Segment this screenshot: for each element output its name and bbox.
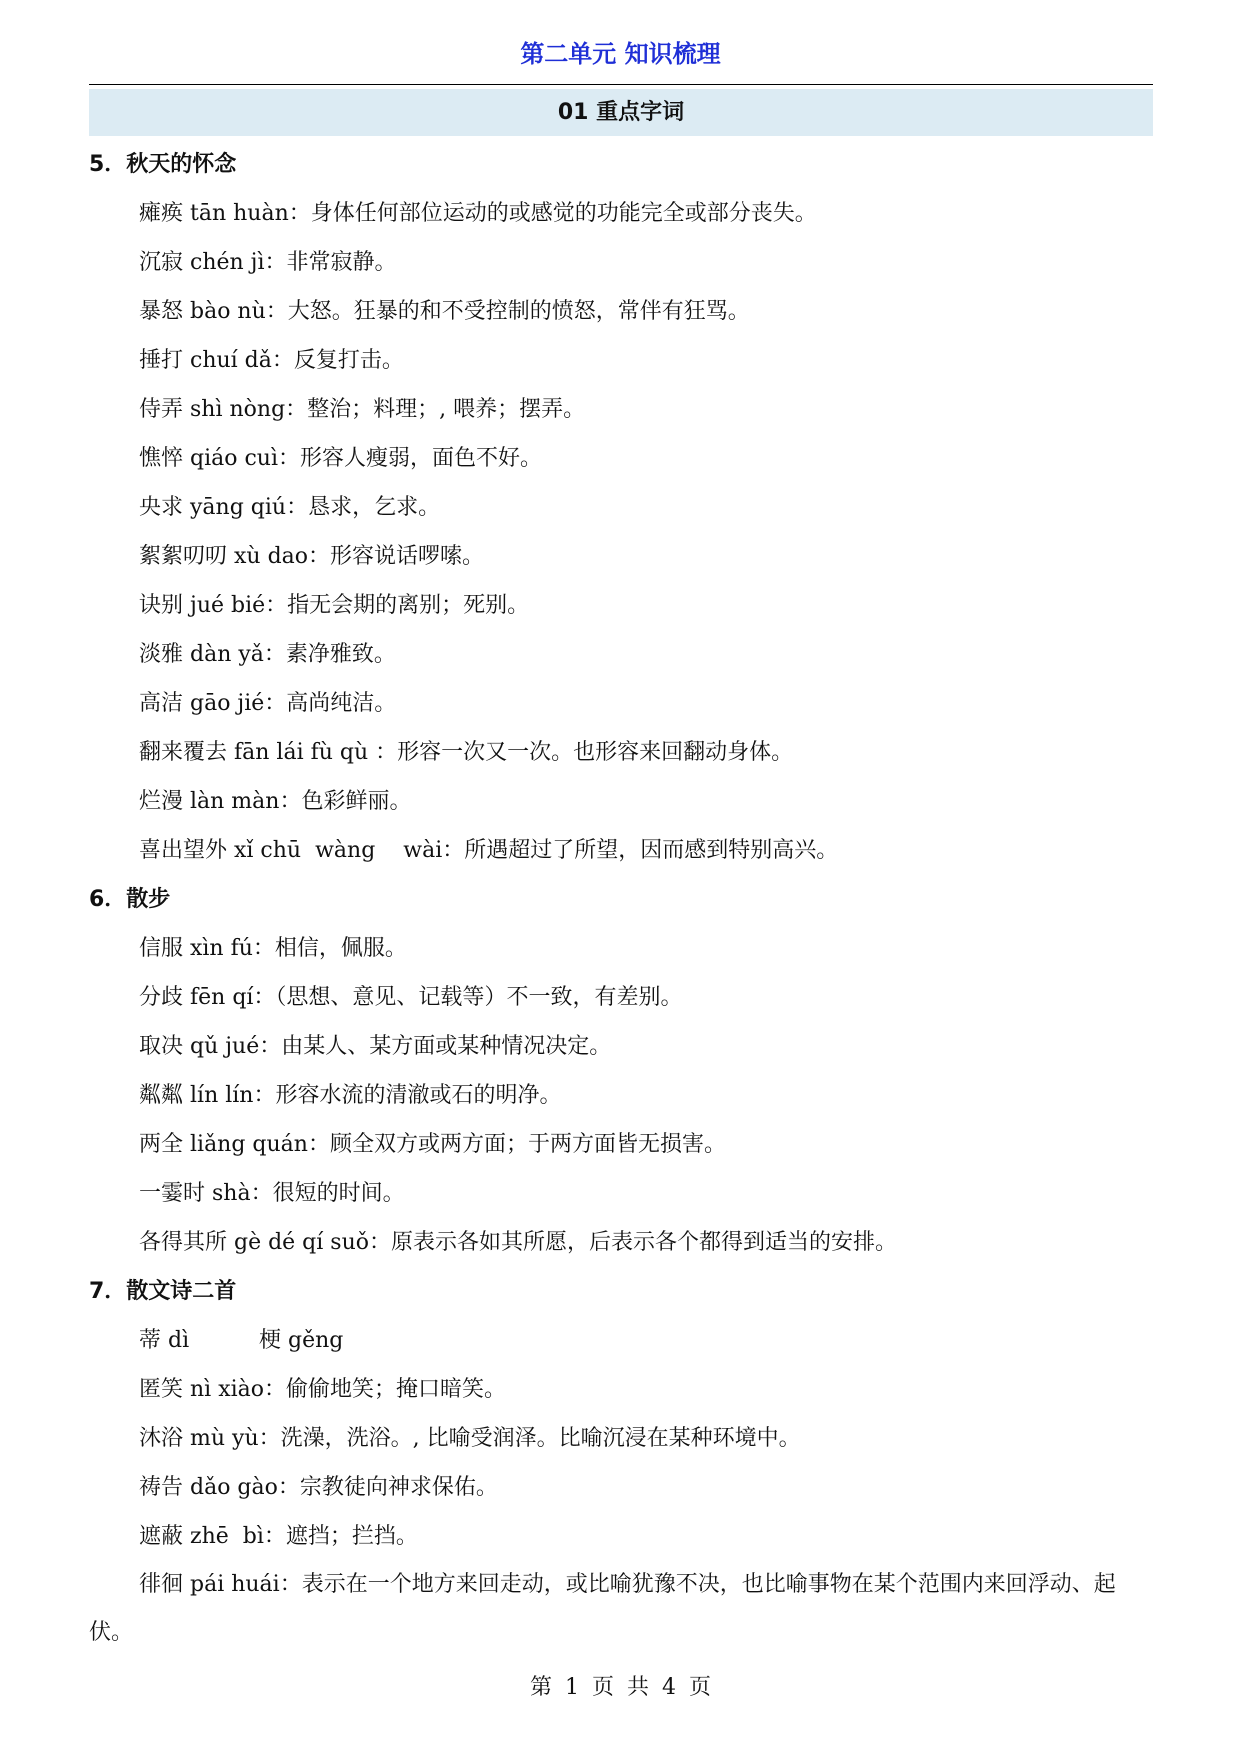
section-heading: 01 重点字词 — [89, 89, 1153, 136]
lesson-title: 6．散步 — [89, 887, 171, 912]
vocab-entry: 翻来覆去 fān lái fù qù ：形容一次又一次。也形容来回翻动身体。 — [139, 740, 794, 765]
vocab-entry: 粼粼 lín lín：形容水流的清澈或石的明净。 — [139, 1083, 562, 1108]
vocab-entry: 信服 xìn fú：相信，佩服。 — [139, 936, 407, 961]
lesson-title: 7．散文诗二首 — [89, 1279, 237, 1304]
page-title: 第二单元 知识梳理 — [520, 40, 721, 68]
vocab-entry: 捶打 chuí dǎ：反复打击。 — [139, 348, 404, 373]
vocab-entry: 分歧 fēn qí：（思想、意见、记载等）不一致，有差别。 — [139, 985, 683, 1010]
vocab-entry: 暴怒 bào nù：大怒。狂暴的和不受控制的愤怒，常伴有狂骂。 — [139, 299, 750, 324]
header-divider — [89, 84, 1153, 85]
lesson-title: 5．秋天的怀念 — [89, 152, 237, 177]
vocab-entry: 徘徊 pái huái：表示在一个地方来回走动，或比喻犹豫不决，也比喻事物在某个范围内来回浮动、起伏。 — [89, 1572, 1116, 1645]
vocab-entry: 取决 qǔ jué：由某人、某方面或某种情况决定。 — [139, 1034, 612, 1059]
vocab-entry: 高洁 gāo jié：高尚纯洁。 — [139, 691, 397, 716]
vocab-entry: 祷告 dǎo gào：宗教徒向神求保佑。 — [139, 1475, 498, 1500]
document-body — [89, 140, 1153, 1657]
vocab-entry: 沉寂 chén jì：非常寂静。 — [139, 250, 397, 275]
lesson-5 — [89, 140, 1153, 875]
lesson-7 — [89, 1267, 1153, 1657]
vocab-entry: 央求 yāng qiú：恳求，乞求。 — [139, 495, 441, 520]
vocab-entry: 各得其所 gè dé qí suǒ：原表示各如其所愿，后表示各个都得到适当的安排。 — [139, 1230, 898, 1255]
vocab-entry: 匿笑 nì xiào：偷偷地笑；掩口暗笑。 — [139, 1377, 506, 1402]
vocab-entry: 诀别 jué bié：指无会期的离别；死别。 — [139, 593, 530, 618]
vocab-entry: 两全 liǎng quán：顾全双方或两方面；于两方面皆无损害。 — [139, 1132, 726, 1157]
vocab-entry: 一霎时 shà：很短的时间。 — [139, 1181, 405, 1206]
vocab-entry: 絮絮叨叨 xù dao：形容说话啰嗦。 — [139, 544, 485, 569]
vocab-entry: 淡雅 dàn yǎ：素净雅致。 — [139, 642, 396, 667]
vocab-entry: 瘫痪 tān huàn：身体任何部位运动的或感觉的功能完全或部分丧失。 — [139, 201, 817, 226]
vocab-entry: 喜出望外 xǐ chū wàng wài：所遇超过了所望，因而感到特别高兴。 — [139, 838, 839, 863]
vocab-entry: 憔悴 qiáo cuì：形容人瘦弱，面色不好。 — [139, 446, 542, 471]
lesson-6 — [89, 875, 1153, 1267]
vocab-entry: 沐浴 mù yù：洗澡，洗浴。, 比喻受润泽。比喻沉浸在某种环境中。 — [139, 1426, 801, 1451]
vocab-entry: 烂漫 làn màn：色彩鲜丽。 — [139, 789, 412, 814]
page-number: 第 1 页 共 4 页 — [530, 1675, 711, 1700]
vocab-entry: 蒂 dì 梗 gěng — [139, 1328, 344, 1353]
vocab-entry: 遮蔽 zhē bì：遮挡；拦挡。 — [139, 1524, 418, 1549]
vocab-entry: 侍弄 shì nòng：整治；料理；, 喂养；摆弄。 — [139, 397, 586, 422]
